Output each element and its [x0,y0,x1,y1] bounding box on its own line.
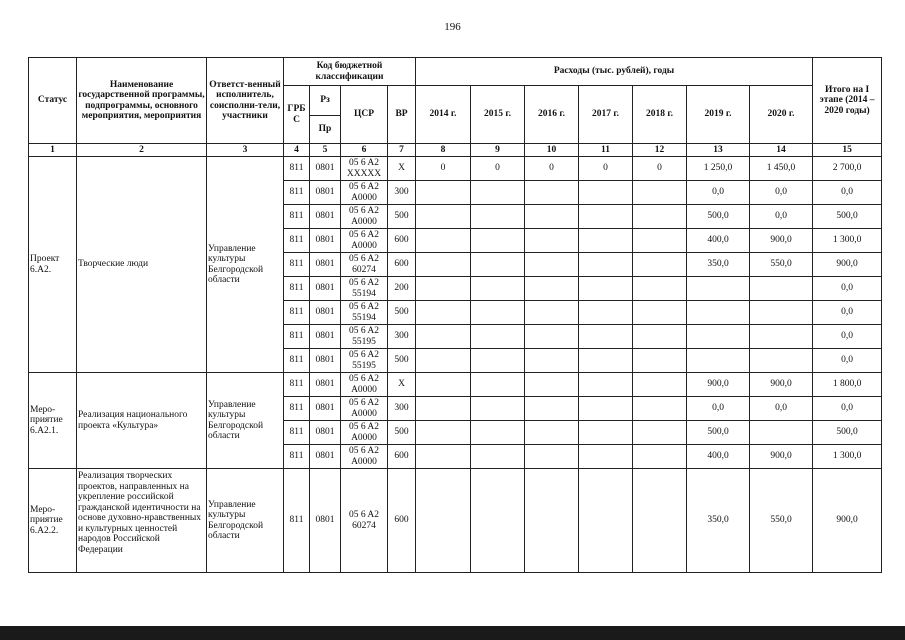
column-number: 11 [579,144,633,157]
year-value-cell [579,397,633,421]
rzpr-cell: 0801 [310,373,341,397]
year-value-cell [471,469,525,573]
rzpr-cell: 0801 [310,421,341,445]
year-value-cell: 0,0 [687,397,750,421]
responsible-cell: Управление культуры Белгородской области [207,157,284,373]
year-value-cell [471,205,525,229]
rzpr-cell: 0801 [310,229,341,253]
year-value-cell [579,469,633,573]
year-value-cell [633,181,687,205]
year-value-cell [579,205,633,229]
column-number: 6 [341,144,388,157]
column-number: 13 [687,144,750,157]
year-value-cell [633,277,687,301]
year-value-cell [750,277,813,301]
year-value-cell [633,373,687,397]
year-value-cell [633,397,687,421]
year-value-cell [525,445,579,469]
csr-cell: 05 6 A2 XXXXX [341,157,388,181]
vr-cell: 500 [388,205,416,229]
vr-cell: 600 [388,253,416,277]
header-year-2015: 2015 г. [471,86,525,144]
year-value-cell [471,253,525,277]
responsible-cell: Управление культуры Белгородской области [207,469,284,573]
year-value-cell: 0,0 [687,181,750,205]
year-value-cell [525,181,579,205]
year-value-cell [471,277,525,301]
page-number: 196 [444,21,461,33]
total-cell: 0,0 [813,397,882,421]
total-cell: 900,0 [813,253,882,277]
total-cell: 2 700,0 [813,157,882,181]
year-value-cell [416,205,471,229]
scan-bottom-edge [0,626,905,640]
year-value-cell [416,229,471,253]
grbs-cell: 811 [284,181,310,205]
header-rz: Рз [310,86,341,116]
grbs-cell: 811 [284,469,310,573]
year-value-cell: 900,0 [687,373,750,397]
vr-cell: X [388,373,416,397]
column-number: 12 [633,144,687,157]
year-value-cell [633,253,687,277]
year-value-cell [633,229,687,253]
total-cell: 1 300,0 [813,229,882,253]
year-value-cell [579,373,633,397]
grbs-cell: 811 [284,301,310,325]
total-cell: 0,0 [813,301,882,325]
rzpr-cell: 0801 [310,469,341,573]
header-pr: Пр [310,116,341,144]
year-value-cell [416,253,471,277]
year-value-cell: 0 [579,157,633,181]
rzpr-cell: 0801 [310,349,341,373]
year-value-cell [687,325,750,349]
year-value-cell: 900,0 [750,229,813,253]
year-value-cell: 550,0 [750,469,813,573]
year-value-cell [579,325,633,349]
year-value-cell [416,325,471,349]
status-cell: Проект 6.А2. [29,157,77,373]
year-value-cell [471,397,525,421]
header-year-2017: 2017 г. [579,86,633,144]
grbs-cell: 811 [284,421,310,445]
rzpr-cell: 0801 [310,301,341,325]
year-value-cell [750,301,813,325]
vr-cell: 300 [388,325,416,349]
csr-cell: 05 6 A2 60274 [341,253,388,277]
rzpr-cell: 0801 [310,325,341,349]
total-cell: 500,0 [813,205,882,229]
header-responsible: Ответст-венный исполнитель, соисполни-тели, участники [207,58,284,144]
year-value-cell: 900,0 [750,445,813,469]
year-value-cell [750,349,813,373]
vr-cell: 300 [388,181,416,205]
name-cell: Реализация национального проекта «Культура» [77,373,207,469]
header-year-2018: 2018 г. [633,86,687,144]
year-value-cell [471,325,525,349]
vr-cell: 300 [388,397,416,421]
grbs-cell: 811 [284,325,310,349]
year-value-cell [416,469,471,573]
rzpr-cell: 0801 [310,205,341,229]
name-cell: Творческие люди [77,157,207,373]
csr-cell: 05 6 A2 A0000 [341,181,388,205]
year-value-cell: 0 [416,157,471,181]
year-value-cell: 550,0 [750,253,813,277]
year-value-cell [416,277,471,301]
table-row [29,469,882,573]
column-number: 7 [388,144,416,157]
column-number: 10 [525,144,579,157]
year-value-cell: 0 [471,157,525,181]
total-cell: 1 800,0 [813,373,882,397]
total-cell: 0,0 [813,181,882,205]
year-value-cell: 400,0 [687,445,750,469]
year-value-cell [579,421,633,445]
year-value-cell [633,469,687,573]
grbs-cell: 811 [284,373,310,397]
year-value-cell [633,301,687,325]
grbs-cell: 811 [284,253,310,277]
csr-cell: 05 6 A2 A0000 [341,421,388,445]
year-value-cell: 400,0 [687,229,750,253]
grbs-cell: 811 [284,397,310,421]
column-number: 2 [77,144,207,157]
csr-cell: 05 6 A2 55194 [341,301,388,325]
total-cell: 1 300,0 [813,445,882,469]
year-value-cell [525,301,579,325]
year-value-cell [750,325,813,349]
total-cell: 900,0 [813,469,882,573]
responsible-cell: Управление культуры Белгородской области [207,373,284,469]
column-number: 8 [416,144,471,157]
header-grbs: ГРБ С [284,86,310,144]
year-value-cell [525,349,579,373]
grbs-cell: 811 [284,229,310,253]
year-value-cell [471,373,525,397]
year-value-cell [579,349,633,373]
year-value-cell [416,301,471,325]
column-number: 9 [471,144,525,157]
csr-cell: 05 6 A2 55195 [341,325,388,349]
csr-cell: 05 6 A2 A0000 [341,229,388,253]
year-value-cell [525,397,579,421]
column-number: 5 [310,144,341,157]
column-number: 3 [207,144,284,157]
header-csr: ЦСР [341,86,388,144]
header-name: Наименование государственной программы, подпрограммы, основного мероприятия, мероприятия [77,58,207,144]
vr-cell: 600 [388,445,416,469]
year-value-cell [471,229,525,253]
year-value-cell [633,445,687,469]
year-value-cell [525,373,579,397]
year-value-cell [687,277,750,301]
year-value-cell: 350,0 [687,253,750,277]
header-total: Итого на I этапе (2014 – 2020 годы) [813,58,882,144]
header-year-2020: 2020 г. [750,86,813,144]
year-value-cell: 350,0 [687,469,750,573]
header-year-2014: 2014 г. [416,86,471,144]
total-cell: 0,0 [813,349,882,373]
year-value-cell [579,445,633,469]
total-cell: 0,0 [813,325,882,349]
rzpr-cell: 0801 [310,445,341,469]
year-value-cell [471,301,525,325]
csr-cell: 05 6 A2 A0000 [341,397,388,421]
year-value-cell: 500,0 [687,421,750,445]
year-value-cell: 500,0 [687,205,750,229]
rzpr-cell: 0801 [310,253,341,277]
grbs-cell: 811 [284,445,310,469]
vr-cell: 500 [388,349,416,373]
year-value-cell [633,349,687,373]
year-value-cell [471,421,525,445]
table-row [29,157,882,181]
rzpr-cell: 0801 [310,397,341,421]
year-value-cell: 1 250,0 [687,157,750,181]
grbs-cell: 811 [284,349,310,373]
csr-cell: 05 6 A2 55194 [341,277,388,301]
header-budget-code: Код бюджетной классификации [284,58,416,86]
total-cell: 0,0 [813,277,882,301]
year-value-cell [579,181,633,205]
table-row [29,373,882,397]
rzpr-cell: 0801 [310,181,341,205]
year-value-cell [471,349,525,373]
header-vr: ВР [388,86,416,144]
csr-cell: 05 6 A2 60274 [341,469,388,573]
year-value-cell [525,229,579,253]
grbs-cell: 811 [284,157,310,181]
vr-cell: 200 [388,277,416,301]
year-value-cell: 0 [525,157,579,181]
year-value-cell [416,373,471,397]
year-value-cell [633,421,687,445]
vr-cell: 500 [388,421,416,445]
year-value-cell: 900,0 [750,373,813,397]
year-value-cell [525,277,579,301]
column-number: 15 [813,144,882,157]
year-value-cell [579,277,633,301]
year-value-cell: 0 [633,157,687,181]
year-value-cell [471,445,525,469]
total-cell: 500,0 [813,421,882,445]
year-value-cell: 0,0 [750,205,813,229]
year-value-cell [579,253,633,277]
csr-cell: 05 6 A2 A0000 [341,373,388,397]
year-value-cell [416,445,471,469]
year-value-cell [525,253,579,277]
year-value-cell [633,205,687,229]
year-value-cell: 0,0 [750,397,813,421]
status-cell: Меро-приятие 6.А2.2. [29,469,77,573]
budget-table [28,57,882,573]
grbs-cell: 811 [284,277,310,301]
header-status: Статус [29,58,77,144]
name-cell: Реализация творческих проектов, направленных на укрепление российской гражданской идентичности на основе духовно-нравственных и культурных ценностей народов Российской Федерации [77,469,207,573]
vr-cell: X [388,157,416,181]
year-value-cell [416,349,471,373]
vr-cell: 500 [388,301,416,325]
year-value-cell [525,325,579,349]
year-value-cell [471,181,525,205]
column-number: 1 [29,144,77,157]
year-value-cell [416,181,471,205]
year-value-cell [579,229,633,253]
year-value-cell [525,469,579,573]
csr-cell: 05 6 A2 A0000 [341,205,388,229]
column-number: 4 [284,144,310,157]
year-value-cell: 0,0 [750,181,813,205]
vr-cell: 600 [388,229,416,253]
year-value-cell [687,301,750,325]
year-value-cell [579,301,633,325]
vr-cell: 600 [388,469,416,573]
year-value-cell: 1 450,0 [750,157,813,181]
year-value-cell [687,349,750,373]
csr-cell: 05 6 A2 A0000 [341,445,388,469]
year-value-cell [416,421,471,445]
year-value-cell [633,325,687,349]
grbs-cell: 811 [284,205,310,229]
header-expenses: Расходы (тыс. рублей), годы [416,58,813,86]
year-value-cell [416,397,471,421]
rzpr-cell: 0801 [310,277,341,301]
rzpr-cell: 0801 [310,157,341,181]
column-numbers-row [29,144,882,157]
header-year-2016: 2016 г. [525,86,579,144]
year-value-cell [525,205,579,229]
year-value-cell [750,421,813,445]
column-number: 14 [750,144,813,157]
header-year-2019: 2019 г. [687,86,750,144]
year-value-cell [525,421,579,445]
status-cell: Меро-приятие 6.А2.1. [29,373,77,469]
csr-cell: 05 6 A2 55195 [341,349,388,373]
